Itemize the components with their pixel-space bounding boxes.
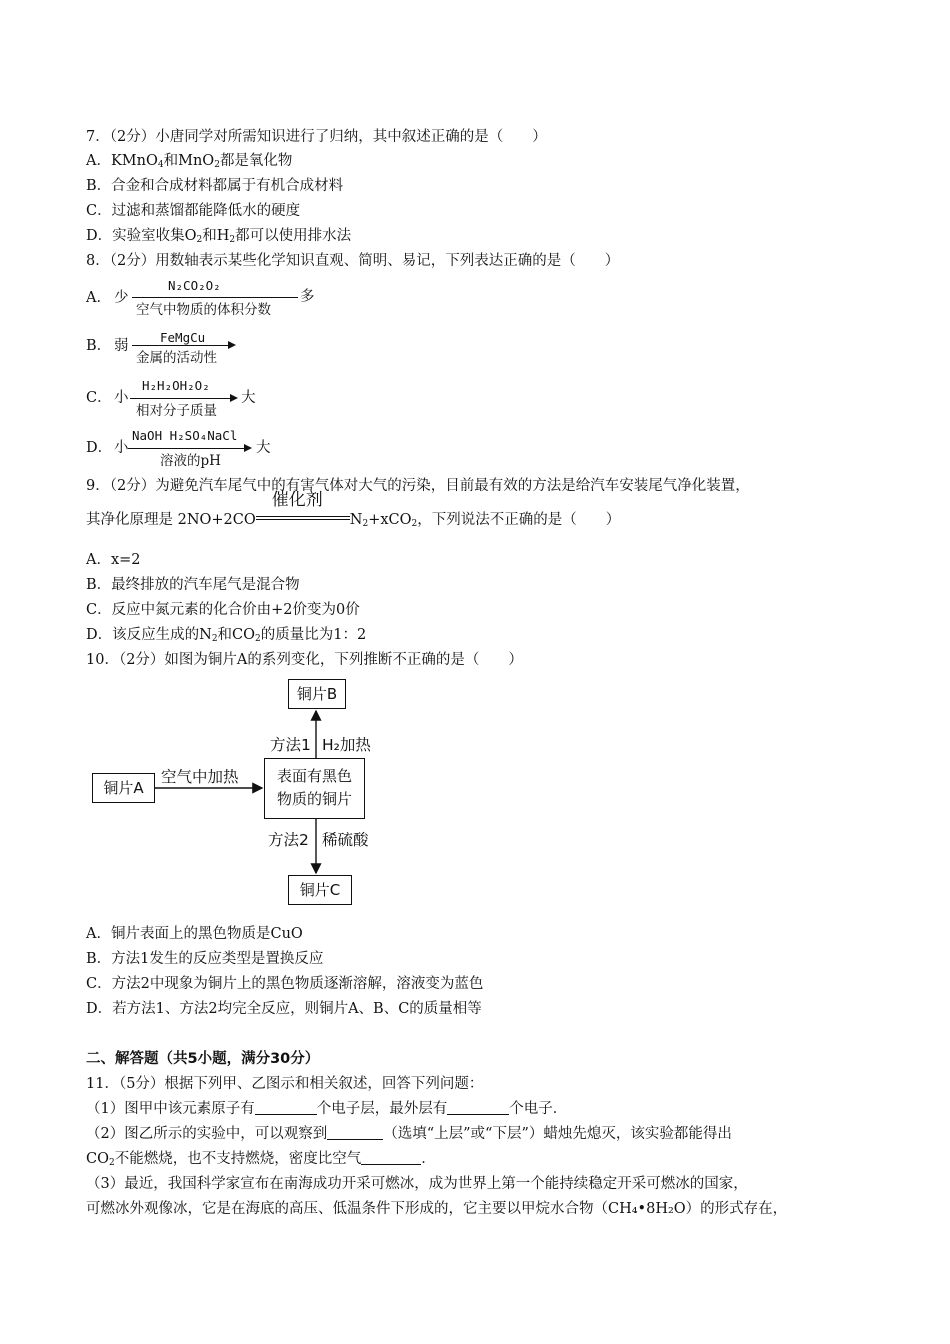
q7-stem: 7．（2分）小唐同学对所需知识进行了归纳，其中叙述正确的是（ ）: [86, 129, 547, 145]
q10-option-a: A．铜片表面上的黑色物质是CuO: [86, 926, 303, 942]
box-copper-b: 铜片B: [288, 679, 346, 709]
label-method1: 方法1: [270, 736, 311, 754]
section-heading: 二、解答题（共5小题，满分30分）: [86, 1051, 320, 1067]
q11-part2-cont: $CO_2$不能燃烧，也不支持燃烧，密度比空气 ．: [86, 1151, 436, 1168]
box-copper-c: 铜片C: [288, 875, 352, 905]
q11-part3: （3）最近，我国科学家宣布在南海成功开采可燃冰，成为世界上第一个能持续稳定开采可燃冰的国家，: [86, 1176, 748, 1192]
q8-stem: 8．（2分）用数轴表示某些化学知识直观、简明、易记，下列表达正确的是（ ）: [86, 253, 620, 269]
q7-option-a: A．KMnO$_4$和MnO$_2$都是氧化物: [86, 153, 293, 170]
catalyst-arrow: 催化剂: [256, 510, 350, 530]
q7-option-c: C．过滤和蒸馏都能降低水的硬度: [86, 203, 301, 219]
box-black-copper: 表面有黑色 物质的铜片: [264, 758, 365, 819]
q8-option-b: B． 弱 FeMgCu 金属的活动性: [86, 330, 286, 370]
q8-option-a: A． 少 N₂CO₂O₂ 空气中物质的体积分数 多: [86, 278, 315, 318]
label-method1-reagent: H₂加热: [322, 736, 371, 754]
q11-part1: （1）图甲中该元素原子有 个电子层，最外层有 个电子．: [86, 1101, 568, 1117]
blank-4[interactable]: [361, 1150, 421, 1165]
q9-equation: 其净化原理是 2NO+2CO 催化剂 $N_2+xCO_2$，下列说法不正确的是（ ）: [86, 490, 621, 529]
q9-option-a: A．x=2: [86, 552, 141, 568]
q7-option-d: D．实验室收集$O_2$和$H_2$都可以使用排水法: [86, 228, 352, 245]
q9-stem: 9．（2分）为避免汽车尾气中的有害气体对大气的污染，目前最有效的方法是给汽车安装尾气净化装置，: [86, 478, 750, 494]
q8-option-c: C． 小 H₂H₂OH₂O₂ 相对分子质量 大: [86, 378, 256, 419]
q11-part2: （2）图乙所示的实验中，可以观察到 （选填“上层”或“下层”）蜡烛先熄灭，该实验都能得出: [86, 1126, 732, 1142]
q8-option-d: D． 小 NaOH H₂SO₄NaCl 溶液的pH 大: [86, 428, 271, 469]
q9-option-c: C．反应中氮元素的化合价由+2价变为0价: [86, 602, 360, 618]
box-copper-a: 铜片A: [92, 773, 155, 803]
label-method2: 方法2: [268, 831, 309, 849]
blank-3[interactable]: [327, 1125, 383, 1140]
q10-option-b: B．方法1发生的反应类型是置换反应: [86, 951, 324, 967]
q10-option-c: C．方法2中现象为铜片上的黑色物质逐渐溶解，溶液变为蓝色: [86, 976, 484, 992]
blank-1[interactable]: [255, 1100, 317, 1115]
blank-2[interactable]: [447, 1100, 509, 1115]
q9-option-d: D．该反应生成的$N_2$和$CO_2$的质量比为1：2: [86, 627, 367, 644]
label-method2-reagent: 稀硫酸: [322, 831, 369, 849]
q10-stem: 10．（2分）如图为铜片A的系列变化，下列推断不正确的是（ ）: [86, 652, 523, 668]
q7-option-b: B．合金和合成材料都属于有机合成材料: [86, 178, 344, 194]
label-heat-in-air: 空气中加热: [161, 768, 239, 786]
q9-option-b: B．最终排放的汽车尾气是混合物: [86, 577, 300, 593]
q11-part3-cont: 可燃冰外观像冰，它是在海底的高压、低温条件下形成的，它主要以甲烷水合物（CH₄•8H₂O）的形式存在，: [86, 1201, 788, 1217]
q10-option-d: D．若方法1、方法2均完全反应，则铜片A、B、C的质量相等: [86, 1001, 482, 1017]
q11-stem: 11．（5分）根据下列甲、乙图示和相关叙述，回答下列问题：: [86, 1076, 484, 1092]
